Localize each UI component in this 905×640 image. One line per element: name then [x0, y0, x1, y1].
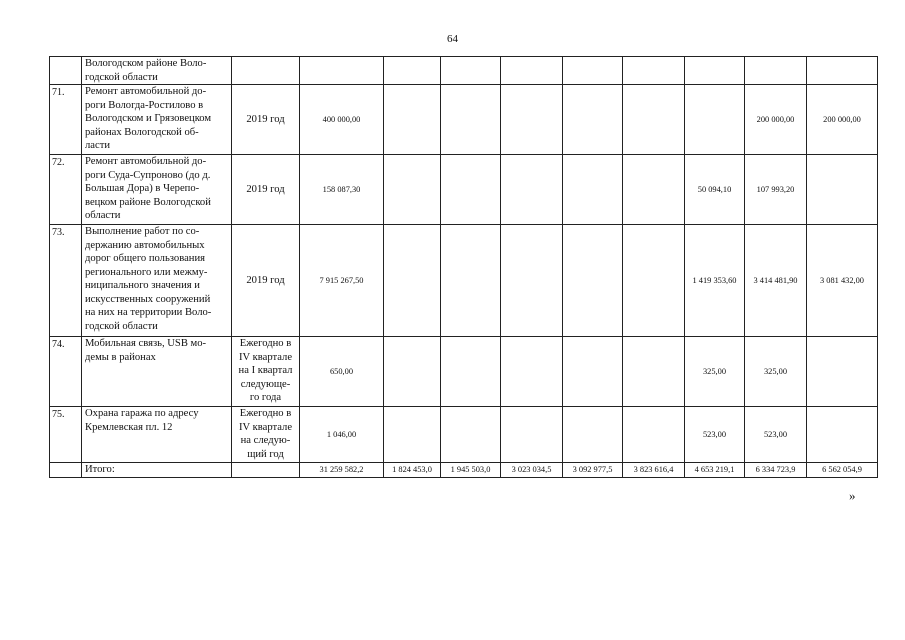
page-number: 64 — [447, 33, 458, 45]
row-number: 74. — [50, 337, 82, 407]
value-cell — [745, 57, 807, 85]
value-cell: 107 993,20 — [745, 155, 807, 225]
row-number: 72. — [50, 155, 82, 225]
table-body — [50, 57, 878, 478]
row-name: Ремонт автомобильной до- роги Вологда-Ростилово в Вологодском и Грязовецком районах Вологодской об- ласти — [82, 85, 232, 155]
value-cell — [623, 407, 685, 463]
total-period-cell — [232, 463, 300, 478]
row-period — [232, 57, 300, 85]
total-value-cell: 6 334 723,9 — [745, 463, 807, 478]
value-cell — [563, 155, 623, 225]
value-cell: 523,00 — [745, 407, 807, 463]
value-cell: 7 915 267,50 — [300, 225, 384, 337]
row-name: Охрана гаража по адресу Кремлевская пл. 12 — [82, 407, 232, 463]
value-cell — [384, 85, 441, 155]
value-cell — [441, 155, 501, 225]
total-value-cell: 3 823 616,4 — [623, 463, 685, 478]
value-cell: 3 081 432,00 — [807, 225, 878, 337]
value-cell: 50 094,10 — [685, 155, 745, 225]
row-name: Выполнение работ по со- держанию автомобильных дорог общего пользования регионального или межму- ниципального значения и искусственных сооружений на них на территории Воло- годской области — [82, 225, 232, 337]
value-cell — [501, 407, 563, 463]
value-cell — [300, 57, 384, 85]
value-cell: 325,00 — [745, 337, 807, 407]
row-period: 2019 год — [232, 225, 300, 337]
value-cell — [623, 337, 685, 407]
row-number: 71. — [50, 85, 82, 155]
value-cell — [501, 155, 563, 225]
value-cell — [807, 57, 878, 85]
value-cell — [384, 225, 441, 337]
row-name: Ремонт автомобильной до- роги Суда-Супроново (до д. Большая Дора) в Черепо- вецком районе Вологодской области — [82, 155, 232, 225]
value-cell: 325,00 — [685, 337, 745, 407]
row-name: Мобильная связь, USB мо- демы в районах — [82, 337, 232, 407]
value-cell — [441, 407, 501, 463]
total-value-cell: 1 945 503,0 — [441, 463, 501, 478]
total-value-cell: 3 092 977,5 — [563, 463, 623, 478]
value-cell — [685, 57, 745, 85]
total-number-cell — [50, 463, 82, 478]
value-cell — [441, 57, 501, 85]
table-row — [50, 337, 878, 407]
value-cell — [623, 85, 685, 155]
row-period: Ежегодно в IV квартале на следую- щий год — [232, 407, 300, 463]
table-row — [50, 225, 878, 337]
total-value-cell: 3 023 034,5 — [501, 463, 563, 478]
value-cell: 158 087,30 — [300, 155, 384, 225]
row-period: 2019 год — [232, 155, 300, 225]
value-cell — [501, 57, 563, 85]
table-row — [50, 155, 878, 225]
value-cell — [501, 225, 563, 337]
value-cell — [807, 337, 878, 407]
value-cell: 1 419 353,60 — [685, 225, 745, 337]
total-value-cell: 6 562 054,9 — [807, 463, 878, 478]
table-row — [50, 57, 878, 85]
value-cell — [384, 155, 441, 225]
row-period: 2019 год — [232, 85, 300, 155]
total-value-cell: 4 653 219,1 — [685, 463, 745, 478]
closing-quote-mark: » — [849, 488, 856, 503]
value-cell — [441, 225, 501, 337]
value-cell — [563, 85, 623, 155]
row-number: 75. — [50, 407, 82, 463]
value-cell: 400 000,00 — [300, 85, 384, 155]
row-period: Ежегодно в IV квартале на I квартал следующе- го года — [232, 337, 300, 407]
value-cell — [563, 57, 623, 85]
value-cell: 200 000,00 — [807, 85, 878, 155]
value-cell — [563, 337, 623, 407]
value-cell: 523,00 — [685, 407, 745, 463]
value-cell — [807, 155, 878, 225]
budget-table — [49, 56, 878, 478]
value-cell — [807, 407, 878, 463]
value-cell — [441, 85, 501, 155]
value-cell — [623, 225, 685, 337]
table-row — [50, 407, 878, 463]
row-name: Вологодском районе Воло- годской области — [82, 57, 232, 85]
value-cell — [623, 155, 685, 225]
row-number — [50, 57, 82, 85]
value-cell — [384, 57, 441, 85]
value-cell: 3 414 481,90 — [745, 225, 807, 337]
value-cell — [384, 337, 441, 407]
value-cell — [441, 337, 501, 407]
value-cell — [501, 337, 563, 407]
total-row — [50, 463, 878, 478]
value-cell — [623, 57, 685, 85]
row-number: 73. — [50, 225, 82, 337]
value-cell: 650,00 — [300, 337, 384, 407]
value-cell: 200 000,00 — [745, 85, 807, 155]
total-value-cell: 1 824 453,0 — [384, 463, 441, 478]
value-cell — [563, 225, 623, 337]
value-cell — [685, 85, 745, 155]
value-cell — [501, 85, 563, 155]
value-cell — [384, 407, 441, 463]
value-cell — [563, 407, 623, 463]
value-cell: 1 046,00 — [300, 407, 384, 463]
table-row — [50, 85, 878, 155]
total-label: Итого: — [82, 463, 232, 478]
total-value-cell: 31 259 582,2 — [300, 463, 384, 478]
